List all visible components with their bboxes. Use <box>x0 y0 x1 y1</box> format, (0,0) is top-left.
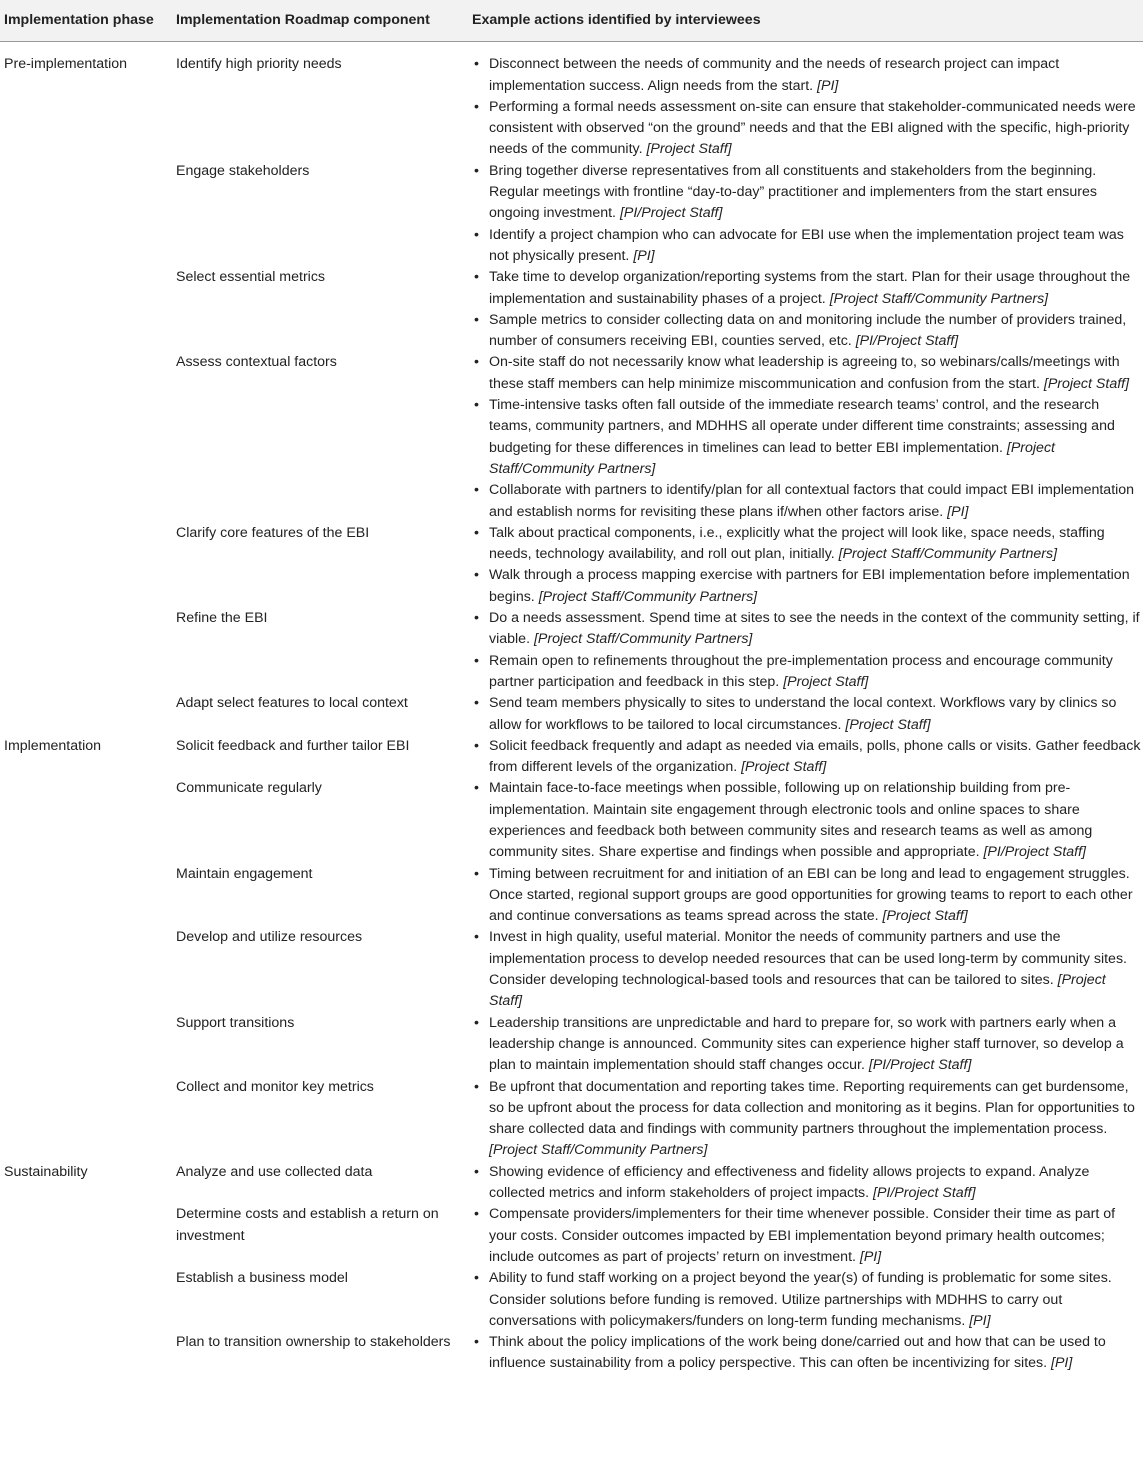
action-item <box>472 736 1143 779</box>
source-citation: [Project Staff/Community Partners] <box>533 631 753 648</box>
actions-cell <box>468 352 1143 522</box>
phase-cell <box>0 1332 172 1377</box>
source-citation: [PI/Project Staff] <box>619 205 723 222</box>
action-text: Remain open to refinements throughout the pre-implementation process and encourage community partner participation and feedback in this step. <box>489 652 1113 690</box>
component-cell: Plan to transition ownership to stakeholders <box>176 1334 451 1351</box>
source-citation: [PI/Project Staff] <box>983 844 1086 861</box>
header-component: Implementation Roadmap component <box>172 0 468 42</box>
action-text: Walk through a process mapping exercise with partners for EBI implementation before implementation begins. <box>489 567 1130 605</box>
phase-cell: Pre-implementation <box>4 56 128 73</box>
phase-cell <box>0 1077 172 1162</box>
source-citation: [Project Staff] <box>741 759 827 776</box>
action-text: Time-intensive tasks often fall outside of the immediate research teams’ control, and the research teams, community partners, and MDHHS all operate under different time constraints; assessing and budgeting for these differences in timelines can lead to better EBI implementation. <box>489 397 1115 456</box>
source-citation: [PI] <box>969 1312 991 1329</box>
source-citation: [Project Staff/Community Partners] <box>489 439 1055 477</box>
action-item <box>472 1013 1143 1077</box>
table-row <box>0 864 1143 928</box>
source-citation: [Project Staff] <box>646 141 732 158</box>
action-item <box>472 778 1143 863</box>
action-text: Compensate providers/implementers for their time whenever possible. Consider their time as part of your costs. Consider outcomes impacted by EBI implementation beyond primary health outcomes; include outcomes as part of projects’ return on investment. <box>489 1206 1116 1265</box>
table-row <box>0 1204 1143 1268</box>
action-item <box>472 608 1143 651</box>
source-citation: [PI] <box>1051 1355 1073 1372</box>
action-item <box>472 565 1143 608</box>
action-item <box>472 651 1143 694</box>
actions-cell <box>468 608 1143 693</box>
action-text: Maintain face-to-face meetings when possible, following up on relationship building from pre-implementation. Maintain site engagement through electronic tools and online spaces to share experiences and feedback both between community sites and research teams as well as among community sites. Share expertise and findings when possible and appropriate. <box>489 780 1093 861</box>
action-text: Performing a formal needs assessment on-site can ensure that stakeholder-communicated needs were consistent with observed “on the ground” needs and that the EBI aligned with the specific, high-priority needs of the community. <box>489 98 1136 158</box>
action-item <box>472 395 1143 480</box>
component-cell: Develop and utilize resources <box>176 929 363 946</box>
action-list <box>472 523 1143 608</box>
action-list <box>472 778 1143 863</box>
action-text: Solicit feedback frequently and adapt as needed via emails, polls, phone calls or visits. Gather feedback from different levels of the organization. <box>489 737 1141 776</box>
action-text: Be upfront that documentation and reporting takes time. Reporting requirements can get burdensome, so be upfront about the process for data collection and monitoring as it begins. Plan for opportunities to share collected data and findings with community partners throughout the implementation process. <box>489 1078 1135 1138</box>
table-row <box>0 693 1143 736</box>
action-item <box>472 1268 1143 1332</box>
source-citation: [Project Staff] <box>1043 375 1130 392</box>
action-text: Bring together diverse representatives from all constituents and stakeholders from the beginning. Regular meetings with frontline “day-to-day” practitioner and implementers from the start ensures ongoing investment. <box>489 162 1097 222</box>
component-cell: Communicate regularly <box>176 780 322 797</box>
source-citation: [PI/Project Staff] <box>868 1057 972 1074</box>
table-row <box>0 267 1143 352</box>
source-citation: [PI] <box>947 503 969 520</box>
action-text: On-site staff do not necessarily know what leadership is agreeing to, so webinars/calls/meetings with these staff members can help minimize miscommunication and confusion from the start. <box>489 354 1120 392</box>
phase-cell: Sustainability <box>4 1163 88 1180</box>
action-text: Take time to develop organization/reporting systems from the start. Plan for their usage throughout the implementation and sustainability phases of a project. <box>489 269 1131 307</box>
component-cell: Analyze and use collected data <box>176 1163 373 1180</box>
action-text: Think about the policy implications of the work being done/carried out and how that can be used to influence sustainability from a policy perspective. This can often be incentivizing for sites. <box>489 1334 1106 1372</box>
action-text: Collaborate with partners to identify/plan for all contextual factors that could impact EBI implementation and establish norms for revisiting these plans if/when other factors arise. <box>489 482 1135 520</box>
actions-cell <box>468 1332 1143 1377</box>
phase-cell <box>0 352 172 522</box>
action-item <box>472 693 1143 736</box>
table-row <box>0 1332 1143 1377</box>
action-list <box>472 608 1143 693</box>
actions-cell <box>468 267 1143 352</box>
actions-cell <box>468 1268 1143 1332</box>
action-list <box>472 736 1143 779</box>
actions-cell <box>468 927 1143 1012</box>
action-list <box>472 864 1143 928</box>
action-item <box>472 310 1143 353</box>
actions-cell <box>468 693 1143 736</box>
actions-cell <box>468 778 1143 863</box>
action-text: Talk about practical components, i.e., explicitly what the project will look like, space needs, staffing needs, technology availability, and roll out plan, initially. <box>489 524 1105 563</box>
actions-cell <box>468 161 1143 267</box>
actions-cell <box>468 523 1143 608</box>
header-phase: Implementation phase <box>0 0 172 42</box>
action-text: Send team members physically to sites to understand the local context. Workflows vary by clinics so allow for workflows to be tailored to local circumstances. <box>489 695 1117 733</box>
component-cell: Establish a business model <box>176 1270 348 1287</box>
source-citation: [PI] <box>859 1248 882 1265</box>
table-row <box>0 1077 1143 1162</box>
action-text: Ability to fund staff working on a project beyond the year(s) of funding is problematic for some sites. Consider solutions before funding is removed. Utilize partnerships with MDHHS to carry out conversations with policymakers/funders on long-term funding mechanisms. <box>489 1270 1112 1329</box>
actions-cell <box>468 864 1143 928</box>
source-citation: [Project Staff/Community Partners] <box>838 546 1058 563</box>
component-cell: Assess contextual factors <box>176 354 337 371</box>
source-citation: [Project Staff] <box>489 972 1106 1010</box>
source-citation: [Project Staff] <box>845 716 931 733</box>
component-cell: Support transitions <box>176 1014 295 1031</box>
actions-cell <box>468 1077 1143 1162</box>
action-item <box>472 267 1143 310</box>
phase-cell <box>0 864 172 928</box>
action-list <box>472 1332 1143 1375</box>
component-cell: Clarify core features of the EBI <box>176 524 370 541</box>
table-row <box>0 778 1143 863</box>
phase-cell <box>0 1204 172 1268</box>
phase-cell <box>0 927 172 1012</box>
phase-cell <box>0 1013 172 1077</box>
table-row <box>0 1268 1143 1332</box>
table-row <box>0 352 1143 522</box>
action-list <box>472 1268 1143 1332</box>
phase-cell <box>0 523 172 608</box>
action-list <box>472 161 1143 267</box>
phase-cell <box>0 693 172 736</box>
table-row <box>0 608 1143 693</box>
component-cell: Refine the EBI <box>176 610 268 627</box>
action-text: Identify a project champion who can advocate for EBI use when the implementation project team was not physically present. <box>489 226 1124 264</box>
component-cell: Solicit feedback and further tailor EBI <box>176 737 410 754</box>
header-actions: Example actions identified by interviewees <box>468 0 1143 42</box>
component-cell: Select essential metrics <box>176 269 326 286</box>
action-item <box>472 1332 1143 1375</box>
component-cell: Engage stakeholders <box>176 162 310 179</box>
action-item <box>472 523 1143 566</box>
action-item <box>472 480 1143 523</box>
action-item <box>472 1162 1143 1205</box>
component-cell: Adapt select features to local context <box>176 695 408 712</box>
action-list <box>472 927 1143 1012</box>
component-cell: Determine costs and establish a return on investment <box>176 1206 439 1244</box>
action-item <box>472 1204 1143 1268</box>
action-item <box>472 864 1143 928</box>
action-item <box>472 54 1143 97</box>
action-item <box>472 225 1143 268</box>
action-item <box>472 1077 1143 1162</box>
phase-cell <box>0 267 172 352</box>
table-row <box>0 42 1143 161</box>
action-text: Leadership transitions are unpredictable and hard to prepare for, so work with partners early when a leadership change is announced. Community sites can experience higher staff turnover, so develop a plan to maintain implementation should staff changes occur. <box>489 1014 1124 1074</box>
action-item <box>472 161 1143 225</box>
phase-cell <box>0 1268 172 1332</box>
action-list <box>472 1162 1143 1205</box>
actions-cell <box>468 1162 1143 1205</box>
table-row <box>0 161 1143 267</box>
component-cell: Collect and monitor key metrics <box>176 1078 374 1095</box>
table-row <box>0 736 1143 779</box>
table-row <box>0 927 1143 1012</box>
component-cell: Identify high priority needs <box>176 56 342 73</box>
action-list <box>472 1204 1143 1268</box>
action-list <box>472 693 1143 736</box>
source-citation: [Project Staff/Community Partners] <box>489 1142 708 1159</box>
actions-cell <box>468 1204 1143 1268</box>
action-list <box>472 54 1143 160</box>
phase-cell: Implementation <box>4 737 101 754</box>
table-body <box>0 42 1143 1377</box>
action-list <box>472 1077 1143 1162</box>
phase-cell <box>0 608 172 693</box>
source-citation: [Project Staff/Community Partners] <box>538 588 758 605</box>
source-citation: [PI/Project Staff] <box>873 1185 976 1202</box>
source-citation: [PI] <box>817 77 839 94</box>
action-item <box>472 97 1143 161</box>
phase-cell <box>0 778 172 863</box>
actions-cell <box>468 736 1143 779</box>
actions-cell <box>468 1013 1143 1077</box>
action-item <box>472 927 1143 1012</box>
component-cell: Maintain engagement <box>176 865 313 882</box>
source-citation: [Project Staff/Community Partners] <box>829 290 1049 307</box>
actions-cell <box>468 42 1143 161</box>
source-citation: [Project Staff] <box>783 673 869 690</box>
action-list <box>472 352 1143 522</box>
table-row <box>0 1162 1143 1205</box>
source-citation: [PI] <box>633 247 655 264</box>
action-text: Showing evidence of efficiency and effectiveness and fidelity allows projects to expand. Analyze collected metrics and inform stakeholders of project impacts. <box>489 1163 1090 1202</box>
table-row <box>0 523 1143 608</box>
action-list <box>472 1013 1143 1077</box>
source-citation: [PI/Project Staff] <box>855 333 959 350</box>
action-text: Invest in high quality, useful material. Monitor the needs of community partners and use the implementation process to develop needed resources that can be used long-term by community sites. Consider developing technological-based tools and resources that can be tailored to sites. <box>489 929 1127 989</box>
source-citation: [Project Staff] <box>882 908 968 925</box>
action-text: Disconnect between the needs of community and the needs of research project can impact implementation success. Align needs from the start. <box>489 56 1060 94</box>
action-text: Sample metrics to consider collecting data on and monitoring include the number of providers trained, number of consumers receiving EBI, counties served, etc. <box>489 311 1127 350</box>
phase-cell <box>0 161 172 267</box>
action-text: Timing between recruitment for and initiation of an EBI can be long and lead to engagement struggles. Once started, regional support groups are good opportunities for growing teams to report to each other and continue conversations as teams spread across the state. <box>489 865 1133 925</box>
action-item <box>472 352 1143 395</box>
action-list <box>472 267 1143 352</box>
action-text: Do a needs assessment. Spend time at sites to see the needs in the context of the community setting, if viable. <box>489 610 1140 648</box>
table-row <box>0 1013 1143 1077</box>
table-header <box>0 0 1143 42</box>
